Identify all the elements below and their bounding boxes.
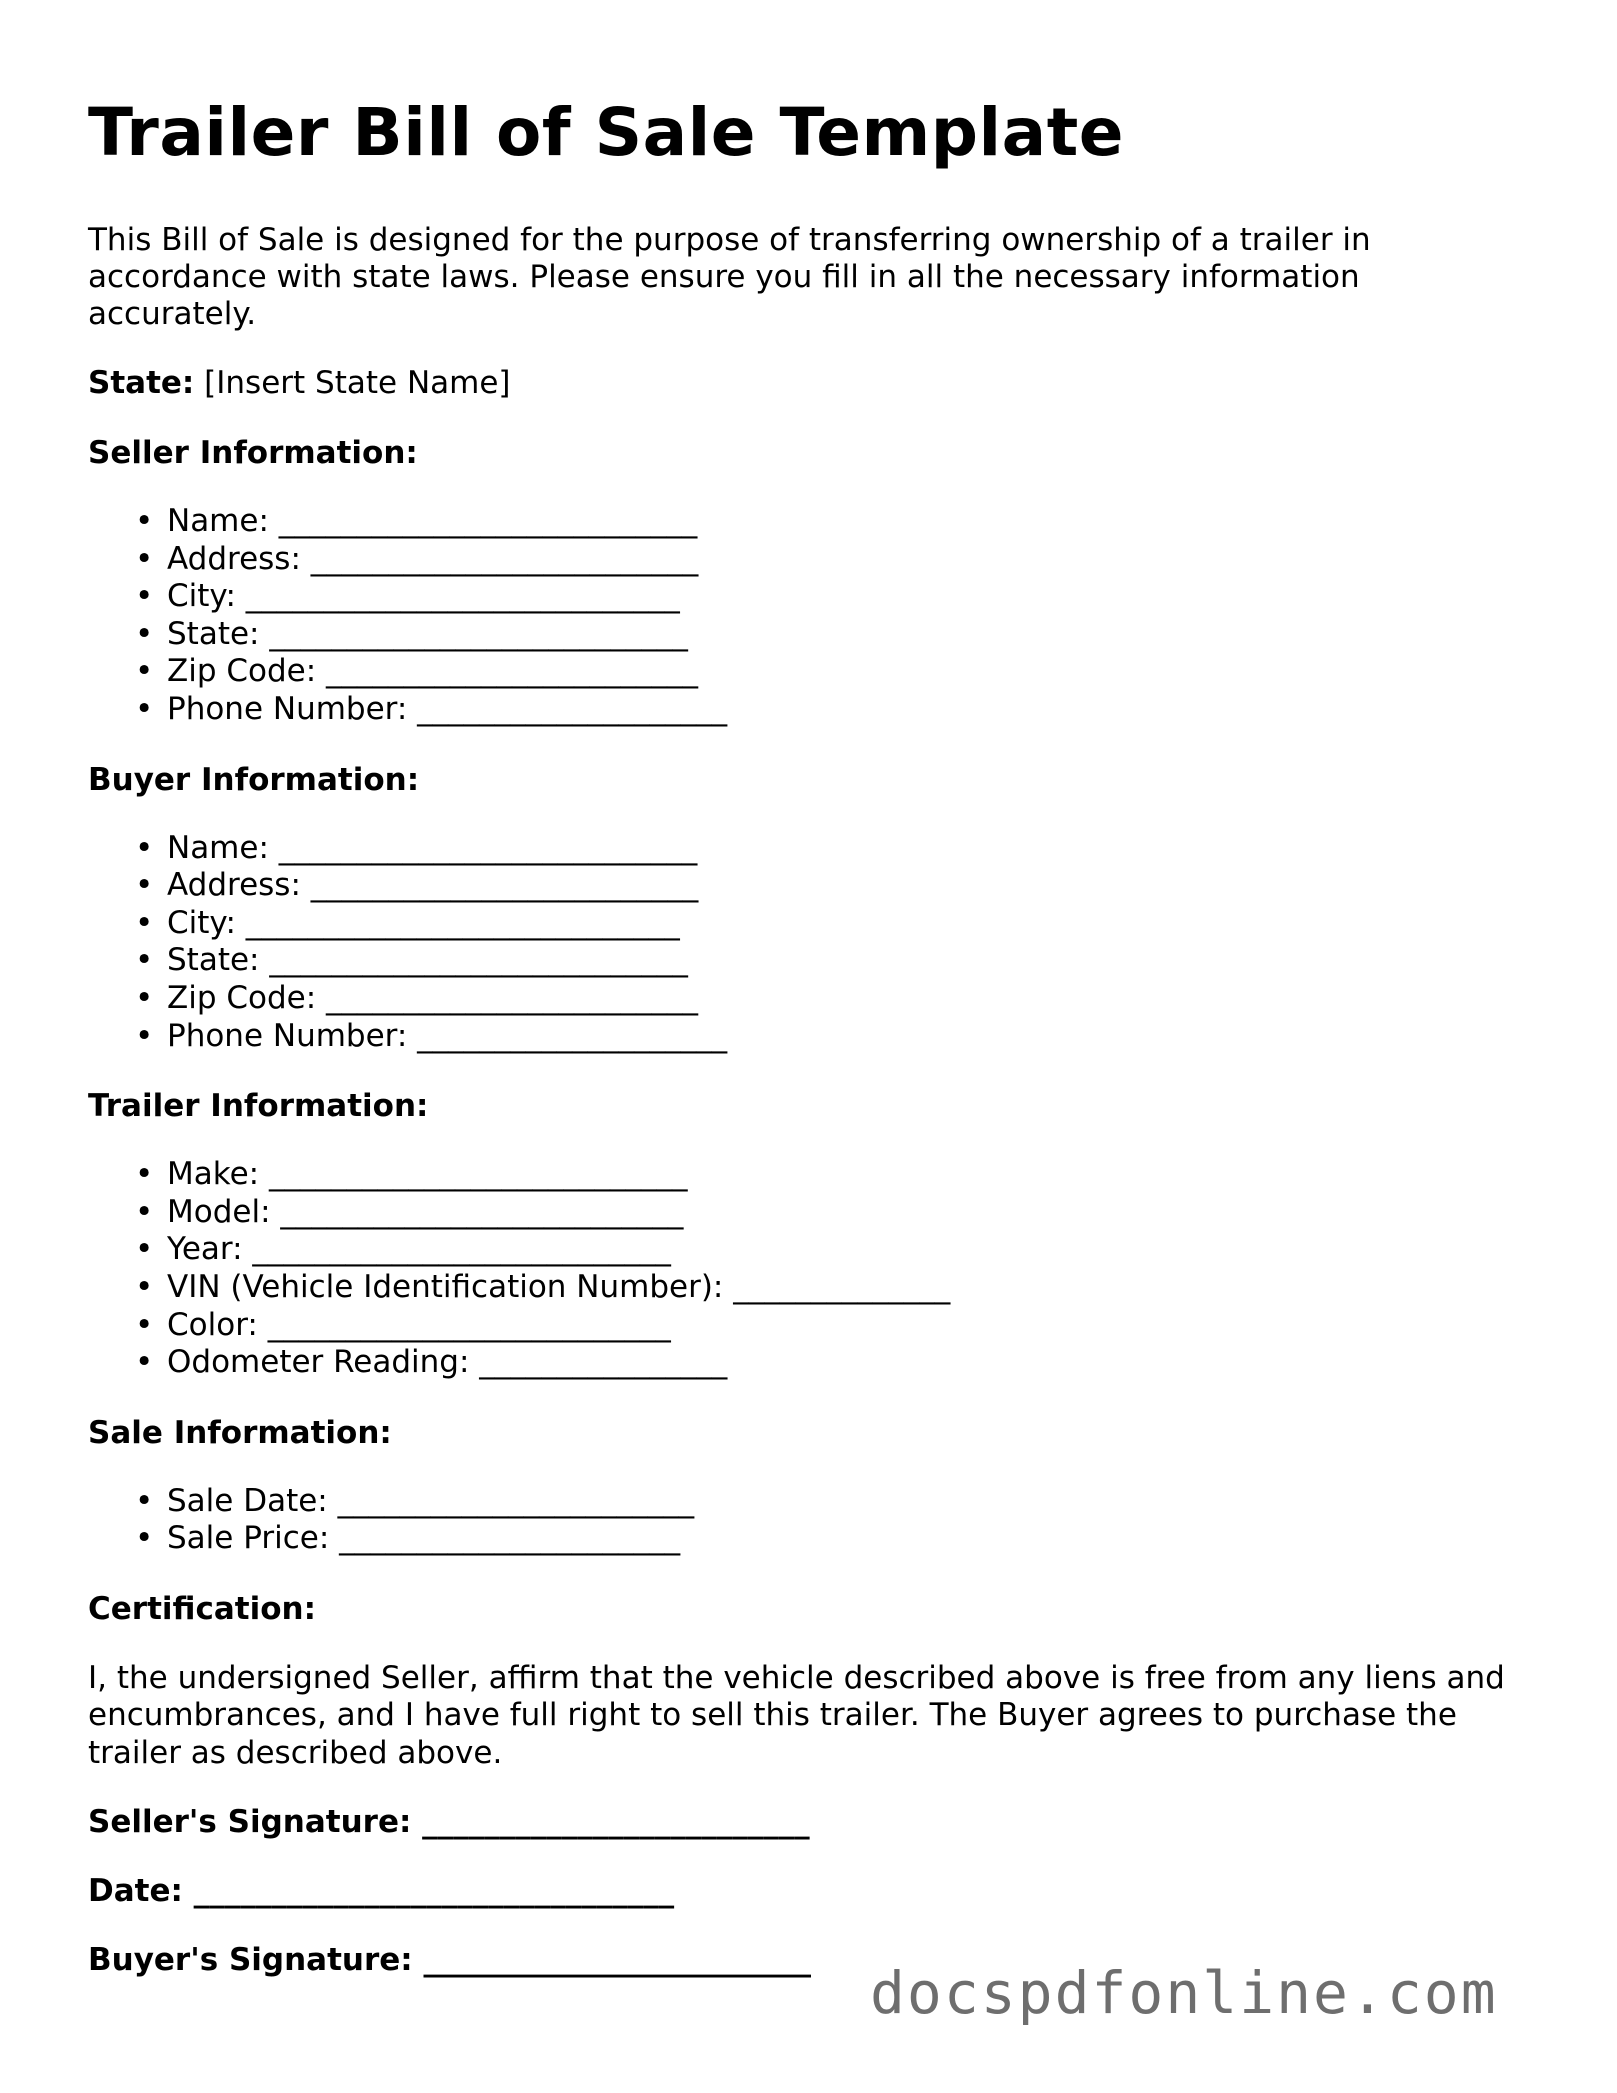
buyer-fields	[88, 830, 1528, 1056]
bullet-icon: •	[135, 1482, 154, 1519]
list-item	[135, 653, 1528, 691]
sale-price-field: Sale Price: ______________________	[167, 1520, 681, 1557]
bullet-icon: •	[135, 1306, 154, 1343]
buyer-address-field: Address: _________________________	[167, 867, 699, 904]
list-item	[135, 867, 1528, 905]
list-item	[135, 1017, 1528, 1056]
seller-zip-field: Zip Code: ________________________	[167, 653, 699, 690]
trailer-model-field: Model: __________________________	[167, 1193, 684, 1230]
bullet-icon: •	[135, 1268, 154, 1305]
certification-text: I, the undersigned Seller, affirm that the vehicle described above is free from any liens and encumbrances, and I have full right to sell this trailer. The Buyer agrees to purchase the trailer as described above.	[88, 1659, 1505, 1771]
list-item	[135, 1268, 1528, 1307]
trailer-odometer-field: Odometer Reading: ________________	[167, 1344, 728, 1381]
buyer-signature-line: Buyer's Signature: _________________________	[88, 1942, 811, 1979]
list-item	[135, 1193, 1528, 1232]
trailer-make-field: Make: ___________________________	[167, 1156, 688, 1193]
buyer-heading: Buyer Information:	[88, 761, 420, 798]
list-item	[135, 1156, 1528, 1194]
list-item	[135, 540, 1528, 579]
bullet-icon: •	[135, 503, 154, 539]
list-item	[135, 615, 1528, 654]
list-item	[135, 1306, 1528, 1345]
bullet-icon: •	[135, 615, 154, 652]
seller-fields	[88, 503, 1528, 729]
list-item	[135, 1482, 1528, 1521]
seller-name-field: Name: ___________________________	[167, 503, 698, 539]
bullet-icon: •	[135, 1193, 154, 1230]
bullet-icon: •	[135, 690, 154, 727]
sale-fields	[88, 1483, 1528, 1558]
list-item	[135, 578, 1528, 616]
sale-date-field: Sale Date: _______________________	[167, 1482, 695, 1519]
state-label: State:	[88, 365, 195, 401]
bullet-icon: •	[135, 540, 154, 577]
list-item	[135, 829, 1528, 868]
list-item	[135, 979, 1528, 1018]
buyer-phone-field: Phone Number: ____________________	[167, 1017, 728, 1054]
trailer-fields	[88, 1156, 1528, 1382]
bullet-icon: •	[135, 1231, 154, 1268]
bullet-icon: •	[135, 904, 154, 941]
list-item	[135, 1344, 1528, 1382]
list-item	[135, 690, 1528, 729]
state-value: [Insert State Name]	[204, 365, 511, 401]
seller-city-field: City: ____________________________	[167, 578, 680, 615]
list-item	[135, 1520, 1528, 1558]
buyer-zip-field: Zip Code: ________________________	[167, 979, 699, 1016]
bullet-icon: •	[135, 942, 154, 979]
date-line: Date: _______________________________	[88, 1873, 675, 1910]
state-line	[88, 365, 1528, 402]
bullet-icon: •	[135, 578, 154, 615]
seller-state-field: State: ___________________________	[167, 615, 688, 652]
list-item	[135, 503, 1528, 541]
bullet-icon: •	[135, 829, 154, 866]
bullet-icon: •	[135, 1017, 154, 1054]
bullet-icon: •	[135, 1520, 154, 1557]
list-item	[135, 942, 1528, 980]
bullet-icon: •	[135, 653, 154, 690]
page-title: Trailer Bill of Sale Template	[88, 94, 1125, 171]
bullet-icon: •	[135, 1156, 154, 1193]
trailer-vin-field: VIN (Vehicle Identification Number): ______________	[167, 1268, 951, 1305]
trailer-color-field: Color: __________________________	[167, 1306, 671, 1343]
bullet-icon: •	[135, 867, 154, 904]
seller-phone-field: Phone Number: ____________________	[167, 690, 728, 727]
trailer-heading: Trailer Information:	[88, 1088, 429, 1125]
buyer-name-field: Name: ___________________________	[167, 829, 698, 866]
trailer-year-field: Year: ___________________________	[167, 1231, 671, 1268]
bullet-icon: •	[135, 1344, 154, 1381]
buyer-state-field: State: ___________________________	[167, 942, 688, 979]
watermark: docspdfonline.com	[870, 1959, 1498, 2027]
list-item	[135, 1231, 1528, 1269]
sale-heading: Sale Information:	[88, 1414, 392, 1451]
bullet-icon: •	[135, 979, 154, 1016]
document-page	[88, 94, 1528, 1979]
intro-paragraph: This Bill of Sale is designed for the purpose of transferring ownership of a trailer in accordance with state laws. Please ensure you fill in all the necessary information accurately.	[88, 222, 1371, 332]
seller-address-field: Address: _________________________	[167, 540, 699, 577]
certification-heading: Certification:	[88, 1590, 316, 1627]
list-item	[135, 904, 1528, 943]
seller-heading: Seller Information:	[88, 435, 418, 471]
buyer-city-field: City: ____________________________	[167, 904, 680, 941]
seller-signature-line: Seller's Signature: _________________________	[88, 1804, 810, 1841]
